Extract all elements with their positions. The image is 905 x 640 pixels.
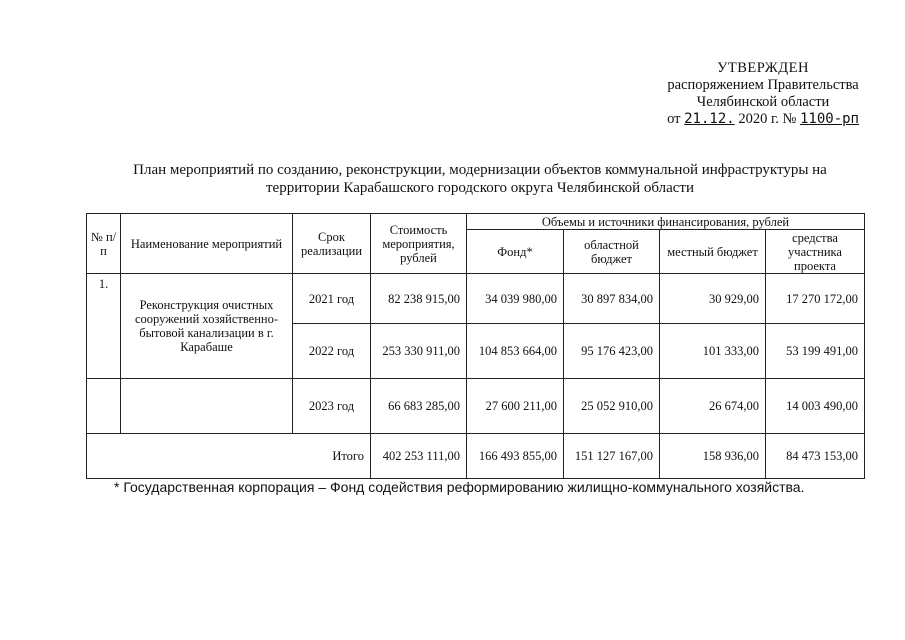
table-row [87, 379, 865, 434]
header-sources: Объемы и источники финансирования, рублей [467, 214, 865, 230]
header-participant: средства участника проекта [766, 230, 865, 274]
row-participant: 17 270 172,00 [766, 274, 865, 324]
row-local: 26 674,00 [660, 379, 766, 434]
row-regional: 30 897 834,00 [564, 274, 660, 324]
empty-cell [121, 379, 293, 434]
approval-number: 1100-рп [799, 111, 859, 127]
header-row-1 [87, 214, 865, 230]
header-local: местный бюджет [660, 230, 766, 274]
item-name: Реконструкция очистных сооружений хозяйственно-бытовой канализации в г. Карабаше [121, 274, 293, 379]
item-number: 1. [87, 274, 121, 379]
total-label: Итого [87, 434, 371, 479]
row-year: 2023 год [293, 379, 371, 434]
row-fund: 104 853 664,00 [467, 324, 564, 379]
header-num: № п/п [87, 214, 121, 274]
table-row [87, 274, 865, 324]
document-title [90, 161, 870, 197]
approval-block [667, 60, 859, 128]
row-regional: 95 176 423,00 [564, 324, 660, 379]
row-year: 2021 год [293, 274, 371, 324]
row-year: 2022 год [293, 324, 371, 379]
header-fund: Фонд* [467, 230, 564, 274]
total-participant: 84 473 153,00 [766, 434, 865, 479]
title-line-1: План мероприятий по созданию, реконструкции, модернизации объектов коммунальной инфраструктуры на [133, 162, 827, 178]
row-fund: 27 600 211,00 [467, 379, 564, 434]
approval-year: 2020 г. № [738, 111, 797, 127]
approval-date: 21.12. [684, 111, 735, 127]
title-line-2: территории Карабашского городского округа Челябинской области [266, 180, 694, 196]
row-participant: 14 003 490,00 [766, 379, 865, 434]
header-regional: областной бюджет [564, 230, 660, 274]
total-row [87, 434, 865, 479]
approval-date-line [667, 111, 859, 128]
header-cost: Стоимость мероприятия, рублей [371, 214, 467, 274]
header-term: Срок реализации [293, 214, 371, 274]
footnote: * Государственная корпорация – Фонд содействия реформированию жилищно-коммунального хозяйства. [114, 479, 805, 495]
approval-prefix: от [667, 111, 681, 127]
approval-line-1: распоряжением Правительства [667, 77, 859, 93]
row-participant: 53 199 491,00 [766, 324, 865, 379]
row-cost: 82 238 915,00 [371, 274, 467, 324]
total-regional: 151 127 167,00 [564, 434, 660, 479]
row-cost: 253 330 911,00 [371, 324, 467, 379]
approval-line-2: Челябинской области [696, 94, 830, 110]
empty-cell [87, 379, 121, 434]
total-local: 158 936,00 [660, 434, 766, 479]
approval-heading: УТВЕРЖДЕН [717, 60, 809, 76]
header-name: Наименование мероприятий [121, 214, 293, 274]
total-fund: 166 493 855,00 [467, 434, 564, 479]
plan-table [86, 213, 865, 479]
row-cost: 66 683 285,00 [371, 379, 467, 434]
row-local: 101 333,00 [660, 324, 766, 379]
row-fund: 34 039 980,00 [467, 274, 564, 324]
row-local: 30 929,00 [660, 274, 766, 324]
total-cost: 402 253 111,00 [371, 434, 467, 479]
row-regional: 25 052 910,00 [564, 379, 660, 434]
